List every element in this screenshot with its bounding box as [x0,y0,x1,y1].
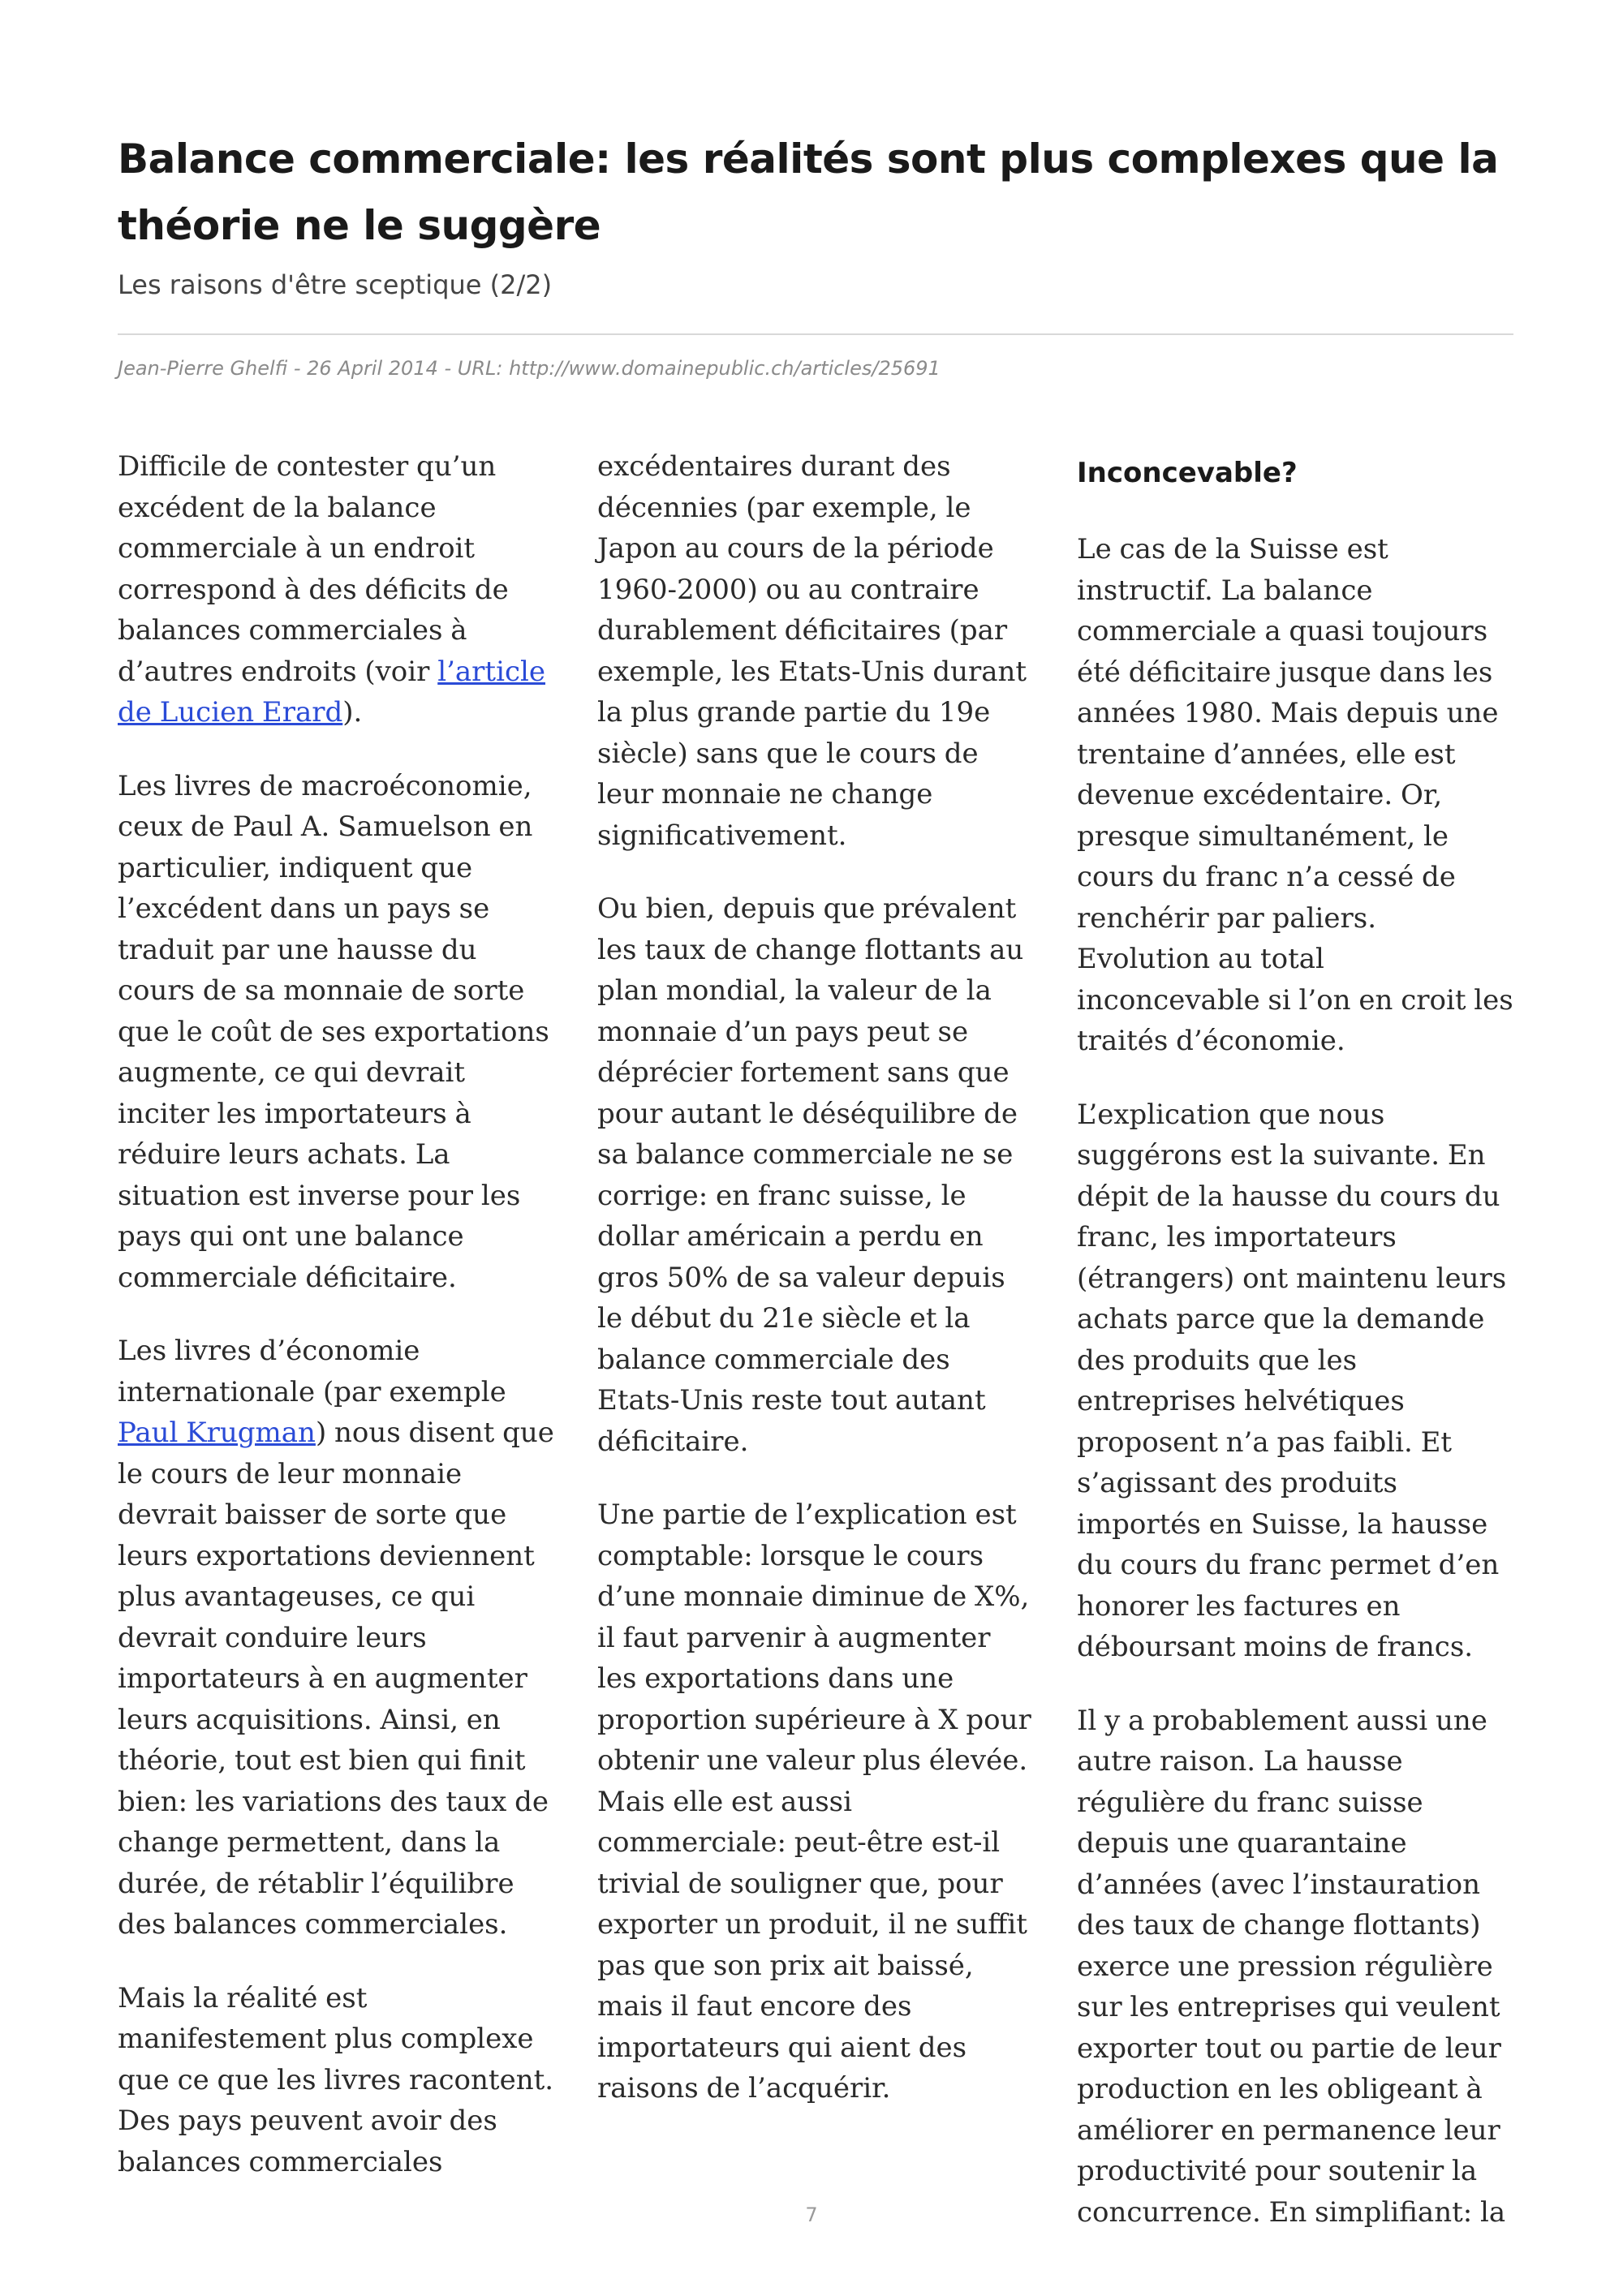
page-number: 7 [805,2204,818,2226]
paragraph: Le cas de la Suisse est instructif. La balance commerciale a quasi toujours été déficitaire jusque dans les années 1980. Mais depuis une trentaine d’années, elle est devenue excédentaire. Or, presque simultanément, le cours du franc n’a cessé de renchérir par paliers. Evolution au total inconcevable si l’on en croit les traités d’économie. [1077,533,1513,1057]
article-meta: Jean-Pierre Ghelfi - 26 April 2014 - URL: http://www.domainepublic.ch/articles/25691 [118,357,941,380]
column-3 [1077,446,1513,2265]
paragraph [118,1331,554,1946]
paragraph: L’explication que nous suggérons est la suivante. En dépit de la hausse du cours du franc, les importateurs (étrangers) ont maintenu leurs achats parce que la demande des produits que les entreprises helvétiques proposent n’a pas faibli. Et s’agissant des produits importés en Suisse, la hausse du cours du franc permet d’en honorer les factures en déboursant moins de francs. [1077,1098,1507,1663]
paragraph: Une partie de l’explication est comptable: lorsque le cours d’une monnaie diminue de X%, il faut parvenir à augmenter les exportations dans une proportion supérieure à X pour obtenir une valeur plus élevée. Mais elle est aussi commerciale: peut-être est-il trivial de souligner que, pour exporter un produit, il ne suffit pas que son prix ait baissé, mais il faut encore des importateurs qui aient des raisons de l’acquérir. [597,1498,1031,2105]
article-page [118,126,1513,2229]
header-divider [118,333,1513,335]
article-title: Balance commerciale: les réalités sont plus complexes que la théorie ne le suggère [118,135,1499,249]
column-1 [118,446,554,2265]
paragraph: Ou bien, depuis que prévalent les taux de change flottants au plan mondial, la valeur de la monnaie d’un pays peut se déprécier fortement sans que pour autant le déséquilibre de sa balance commerciale ne se corrige: en franc suisse, le dollar américain a perdu en gros 50% de sa valeur depuis le début du 21e siècle et la balance commerciale des Etats-Unis reste tout autant déficitaire. [597,892,1024,1458]
paragraph: Les livres de macroéconomie, ceux de Paul A. Samuelson en particulier, indiquent que l’excédent dans un pays se traduit par une hausse du cours de sa monnaie de sorte que le coût de ses exportations augmente, ce qui devrait inciter les importateurs à réduire leurs achats. La situation est inverse pour les pays qui ont une balance commerciale déficitaire. [118,769,549,1294]
column-2 [597,446,1034,2265]
link-paul-krugman[interactable]: Paul Krugman [118,1417,316,1449]
article-columns [118,446,1513,2265]
paragraph: excédentaires durant des décennies (par exemple, le Japon au cours de la période 1960-2000) ou au contraire durablement déficitaires (par exemple, les Etats-Unis durant la plus grande partie du 19e siècle) sans que le cours de leur monnaie ne change significativement. [597,450,1027,852]
paragraph-text: Difficile de contester qu’un excédent de la balance commerciale à un endroit correspond à des déficits de balances commerciales à d’autres endroits (voir [118,450,509,688]
paragraph-text: ) nous disent que le cours de leur monnaie devrait baisser de sorte que leurs exportations deviennent plus avantageuses, ce qui devrait conduire leurs importateurs à en augmenter leurs acquisitions. Ainsi, en théorie, tout est bien qui finit bien: les variations des taux de change permettent, dans la durée, de rétablir l’équilibre des balances commerciales. [118,1417,554,1941]
paragraph: Il y a probablement aussi une autre raison. La hausse régulière du franc suisse depuis une quarantaine d’années (avec l’instauration des taux de change flottants) exerce une pression régulière sur les entreprises qui veulent exporter tout ou partie de leur production en les obligeant à améliorer en permanence leur productivité pour soutenir la concurrence. En simplifiant: la [1077,1704,1506,2229]
article-subtitle: Les raisons d'être sceptique (2/2) [118,269,553,300]
paragraph-text: ). [342,696,363,729]
paragraph-text: Les livres d’économie internationale (par exemple [118,1335,506,1408]
link-lucien-erard[interactable]: l’article de Lucien Erard [118,655,545,729]
section-heading: Inconcevable? [1077,457,1298,489]
paragraph [118,446,554,733]
paragraph: Mais la réalité est manifestement plus complexe que ce que les livres racontent. Des pays peuvent avoir des balances commerciales [118,1981,554,2178]
